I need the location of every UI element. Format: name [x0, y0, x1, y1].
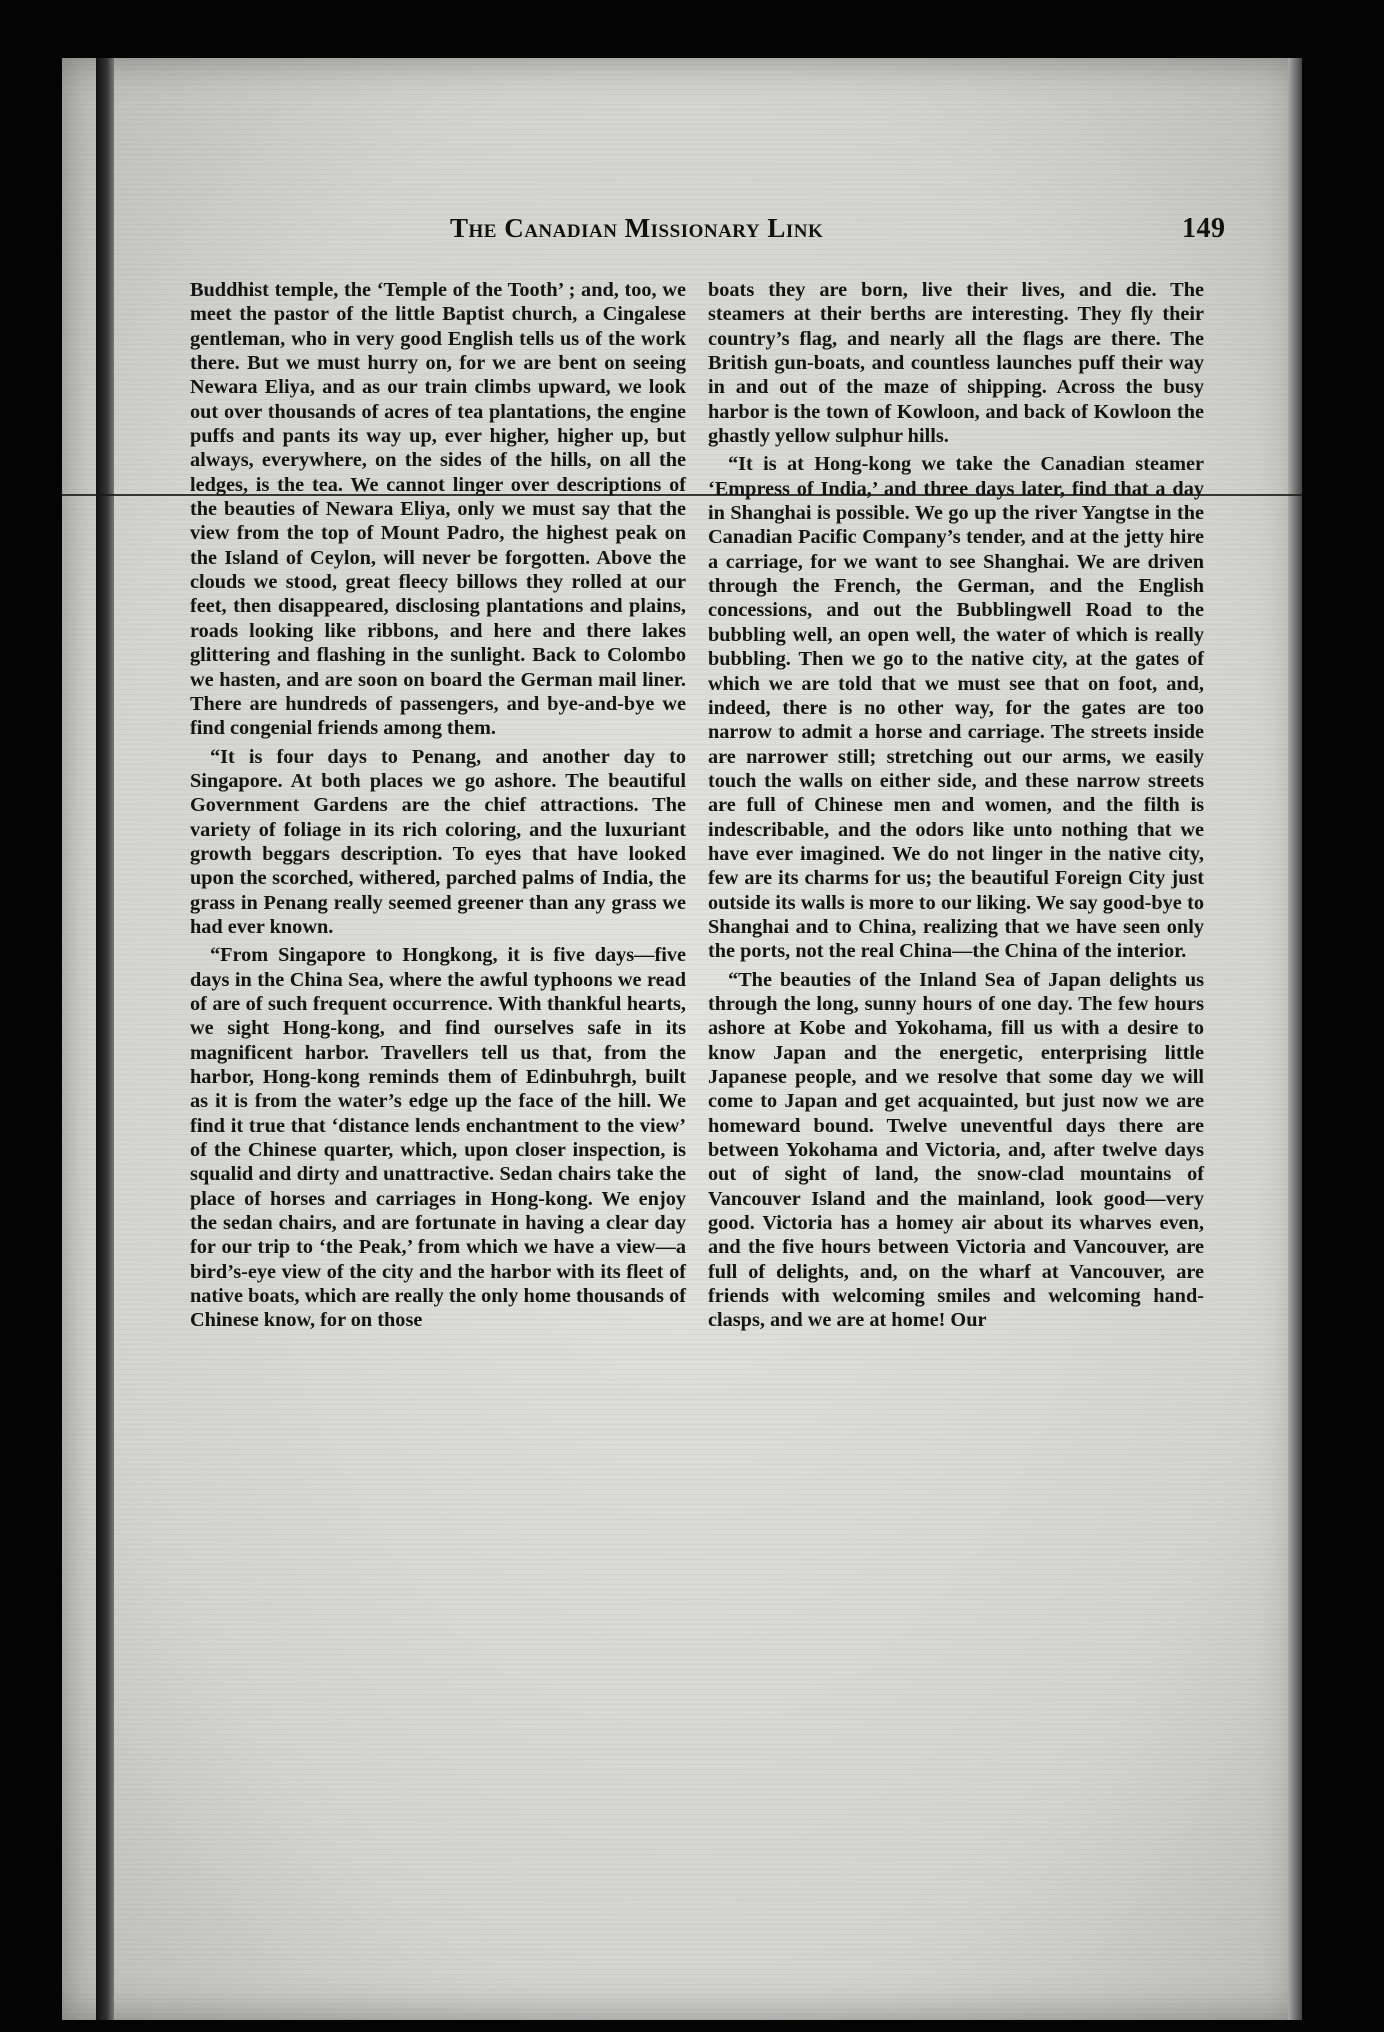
page-edge-shadow: [1288, 58, 1302, 2020]
right-paragraph-1: boats they are born, live their lives, and die. The steamers at their berths are interesting. They fly their country’s flag, and nearly all the flags are there. The British gun-boats, and countless launches puff their way in and out of the maze of shipping. Across the busy harbor is the town of Kowloon, and back of Kowloon the ghastly yellow sulphur hills.: [708, 279, 1204, 448]
magazine-page: [62, 58, 1302, 2020]
page-binding-shadow: [96, 58, 114, 2020]
right-paragraph-2: “It is at Hong-kong we take the Canadian steamer ‘Empress of India,’ and three days later, find that a day in Shanghai is possible. We go up the river Yangtse in the Canadian Pacific Company’s tender, and at the jetty hire a carriage, for we want to see Shanghai. We are driven through the French, the German, and the English concessions, and out the Bubblingwell Road to the bubbling well, an open well, the water of which is really bubbling. Then we go to the native city, at the gates of which we are told that we must see that on foot, and, indeed, there is no other way, for the gates are too narrow to admit a horse and carriage. The streets inside are narrower still; stretching out our arms, we easily touch the walls on either side, and these narrow streets are full of Chinese men and women, and the filth is indescribable, and the odors like unto nothing that we have ever imagined. We do not linger in the native city, few are its charms for us; the beautiful Foreign City just outside its walls is more to our liking. We say good-bye to Shanghai and to China, realizing that we have seen only the ports, not the real China—the China of the interior.: [708, 453, 1204, 963]
left-text-column: [190, 278, 686, 1333]
page-number: 149: [1182, 213, 1226, 244]
right-text-column: [708, 278, 1204, 1333]
periodical-title: The Canadian Missionary Link: [450, 213, 824, 243]
left-paragraph-3: “From Singapore to Hongkong, it is five days—five days in the China Sea, where the awful typhoons we read of are of such frequent occurrence. With thankful hearts, we sight Hong-kong, and find ourselves safe in its magnificent harbor. Travellers tell us that, from the harbor, Hong-kong reminds them of Edinbuhrgh, built as it is from the water’s edge up the face of the hill. We find it true that ‘distance lends enchantment to the view’ of the Chinese quarter, which, upon closer inspection, is squalid and dirty and unattractive. Sedan chairs take the place of horses and carriages in Hong-kong. We enjoy the sedan chairs, and are fortunate in having a clear day for our trip to ‘the Peak,’ from which we have a view—a bird’s-eye view of the city and the harbor with its fleet of native boats, which are really the only home thousands of Chinese know, for on those: [190, 944, 686, 1332]
right-paragraph-3: “The beauties of the Inland Sea of Japan delights us through the long, sunny hours of one day. The few hours ashore at Kobe and Yokohama, fill us with a desire to know Japan and the energetic, enterprising little Japanese people, and we resolve that some day we will come to Japan and get acquainted, but just now we are homeward bound. Twelve uneventful days there are between Yokohama and Victoria, and, after twelve days out of sight of land, the snow-clad mountains of Vancouver Island and the mainland, look good—very good. Victoria has a homey air about its wharves even, and the five hours between Victoria and Vancouver, are full of delights, and, on the wharf at Vancouver, are friends with welcoming smiles and welcoming hand-clasps, and we are at home! Our: [708, 968, 1204, 1332]
left-paragraph-1: Buddhist temple, the ‘Temple of the Tooth’ ; and, too, we meet the pastor of the little Baptist church, a Cingalese gentleman, who in very good English tells us of the work there. But we must hurry on, for we are bent on seeing Newara Eliya, and as our train climbs upward, we look out over thousands of acres of tea plantations, the engine puffs and pants its way up, ever higher, higher up, but always, everywhere, on the sides of the hills, on all the ledges, is the tea. We cannot linger over descriptions of the beauties of Newara Eliya, only we must say that the view from the top of Mount Padro, the highest peak on the Island of Ceylon, will never be forgotten. Above the clouds we stood, great fleecy billows they rolled at our feet, then disappeared, disclosing plantations and plains, roads looking like ribbons, and here and there lakes glittering and flashing in the sunlight. Back to Colombo we hasten, and are soon on board the German mail liner. There are hundreds of passengers, and bye-and-bye we find congenial friends among them.: [190, 279, 686, 740]
left-paragraph-2: “It is four days to Penang, and another day to Singapore. At both places we go ashore. The beautiful Government Gardens are the chief attractions. The variety of foliage in its rich coloring, and the luxuriant growth beggars description. To eyes that have looked upon the scorched, withered, parched palms of India, the grass in Penang really seemed greener than any grass we had ever known.: [190, 745, 686, 938]
